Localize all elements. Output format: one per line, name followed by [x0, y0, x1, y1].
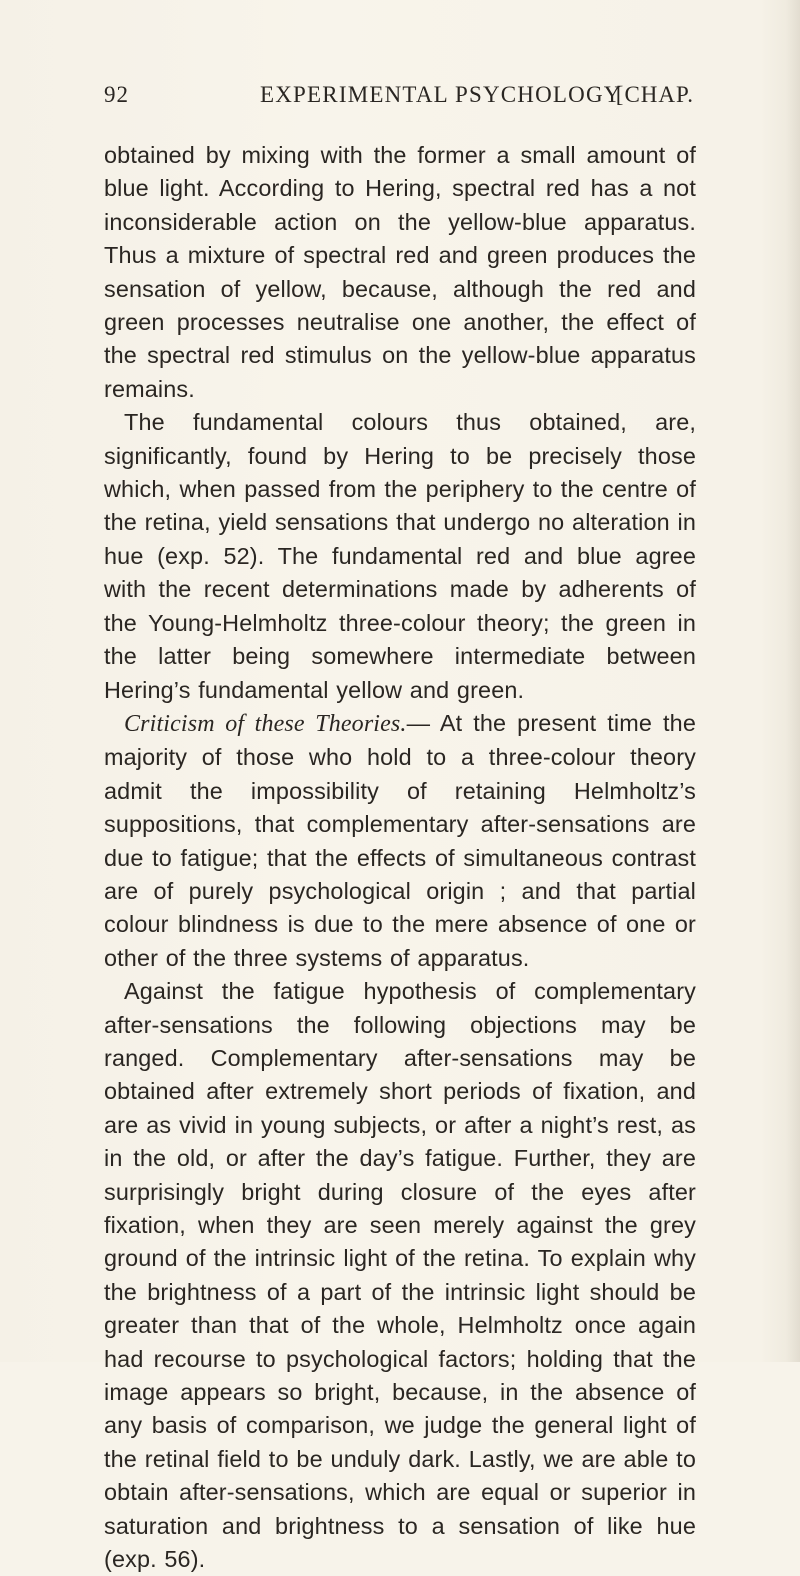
page-number: 92 [104, 82, 129, 107]
body-text [104, 139, 696, 1576]
paragraph-3 [104, 707, 696, 975]
paragraph-1: obtained by mixing with the former a small amount of blue light. According to Hering, spectral red has a not inconsiderable action on the yellow-blue apparatus. Thus a mixture of spectral red and green produces the sensation of yellow, because, although the red and green processes neutralise one another, the effect of the spectral red stimulus on the yellow-blue apparatus remains. [104, 142, 696, 402]
running-head [104, 82, 694, 116]
running-title: EXPERIMENTAL PSYCHOLOGY [260, 82, 622, 107]
paragraph-3-text: — At the present time the majority of those who hold to a three-colour theory admit the impossibility of retaining Helmholtz’s suppositions, that complementary after-sensations are due to fatigue; that the effects of simultaneous contrast are of purely psychological origin ; and that partial colour blindness is due to the mere absence of one or other of the three systems of apparatus. [104, 709, 696, 971]
chapter-mark: [CHAP. [615, 82, 694, 107]
section-heading: Criticism of these Theories. [124, 710, 407, 737]
paragraph-4: Against the fatigue hypothesis of complementary after-sensations the following objections may be ranged. Complementary after-sensations may be obtained after extremely short periods of fixation, and are as vivid in young subjects, or after a night’s rest, as in the old, or after the day’s fatigue. Further, they are surprisingly bright during closure of the eyes after fixation, when they are seen merely against the grey ground of the intrinsic light of the retina. To explain why the brightness of a part of the intrinsic light should be greater than that of the whole, Helmholtz once again had recourse to psychological factors; holding that the image appears so bright, because, in the absence of any basis of comparison, we judge the general light of the retinal field to be unduly dark. Lastly, we are able to obtain after-sensations, which are equal or superior in saturation and brightness to a sensation of like hue (exp. 56). [104, 978, 696, 1573]
page-edge-shadow [786, 0, 800, 1362]
paragraph-2: The fundamental colours thus obtained, are, significantly, found by Hering to be precisely those which, when passed from the periphery to the centre of the retina, yield sensations that undergo no alteration in hue (exp. 52). The fundamental red and blue agree with the recent determinations made by adherents of the Young-Helmholtz three-colour theory; the green in the latter being somewhere intermediate between Hering’s fundamental yellow and green. [104, 409, 696, 703]
